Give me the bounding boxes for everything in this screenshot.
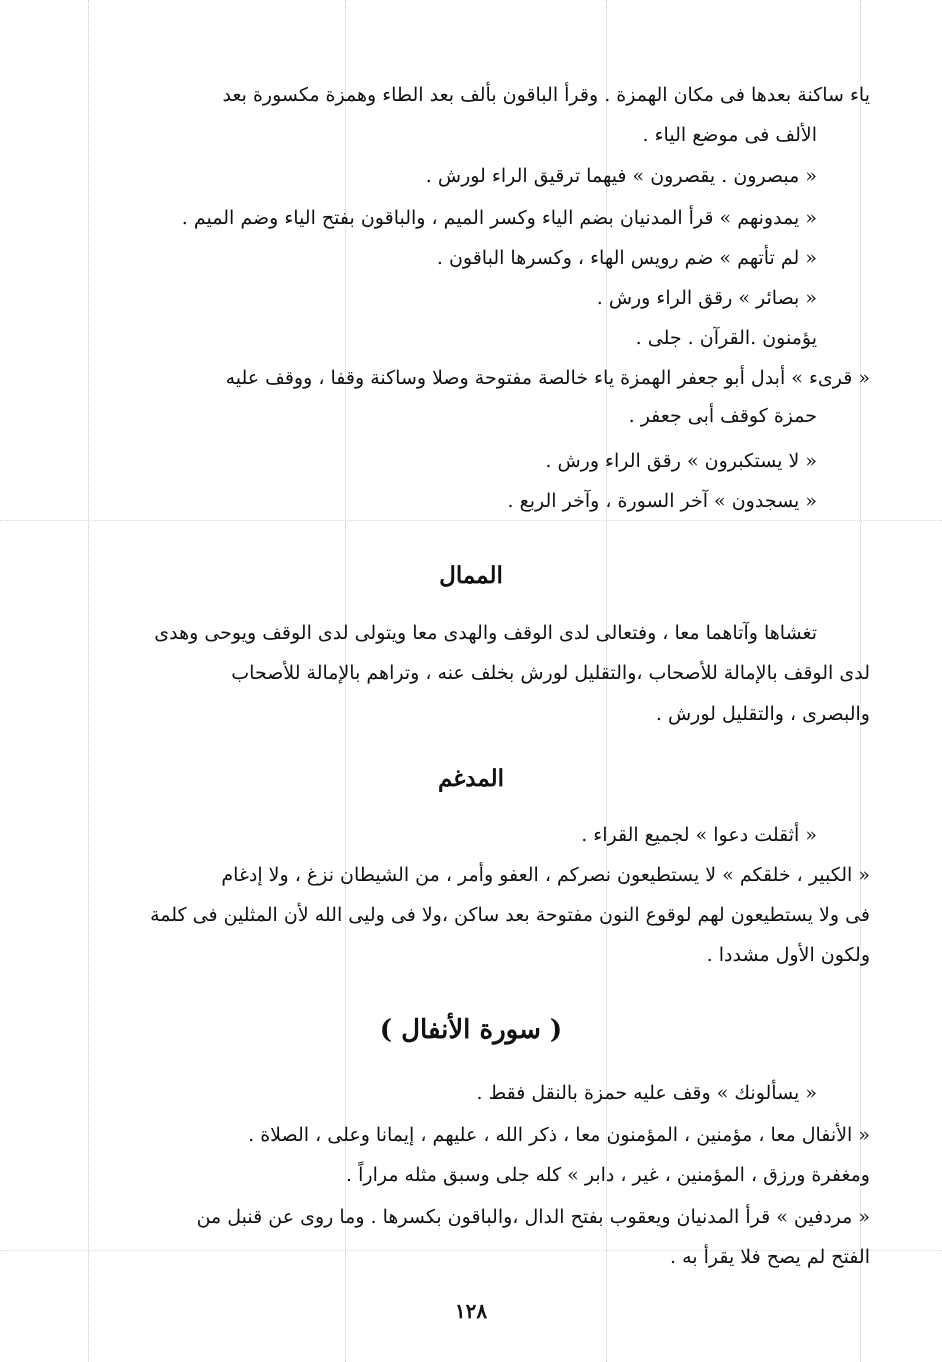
text-line: حمزة كوقف أبى جعفر . (628, 405, 817, 427)
text-line: « لا يستكبرون » رقق الراء ورش . (545, 450, 817, 472)
surah-heading: ( سورة الأنفال ) (379, 1015, 563, 1045)
text-line: « الكبير ، خلقكم » لا يستطيعون نصركم ، العفو وأمر ، من الشيطان نزغ ، ولا إدغام (221, 864, 870, 886)
text-line: « الأنفال معا ، مؤمنين ، المؤمنون معا ، ذكر الله ، عليهم ، إيمانا وعلى ، الصلاة . (248, 1124, 870, 1146)
text-line: والبصرى ، والتقليل لورش . (655, 703, 870, 725)
text-line: ولكون الأول مشددا . (706, 944, 870, 966)
text-line: يؤمنون .القرآن . جلى . (635, 327, 817, 349)
text-line: ياء ساكنة بعدها فى مكان الهمزة . وقرأ الباقون بألف بعد الطاء وهمزة مكسورة بعد (222, 84, 870, 106)
page-number: ١٢٨ (454, 1299, 488, 1323)
text-line: « قرىء » أبدل أبو جعفر الهمزة ياء خالصة مفتوحة وصلا وساكنة وقفا ، ووقف عليه (225, 367, 870, 389)
text-line: « يسجدون » آخر السورة ، وآخر الربع . (507, 490, 817, 512)
text-line: ومغفرة ورزق ، المؤمنين ، غير ، دابر » كله جلى وسبق مثله مراراً . (346, 1164, 870, 1186)
text-line: « يمدونهم » قرأ المدنيان بضم الياء وكسر الميم ، والباقون بفتح الياء وضم الميم . (181, 207, 817, 229)
text-line: « مردفين » قرأ المدنيان ويعقوب بفتح الدال ،والباقون بكسرها . وما روى عن قنبل من (196, 1206, 870, 1228)
text-line: « يسألونك » وقف عليه حمزة بالنقل فقط . (476, 1082, 817, 1104)
text-line: تغشاها وآتاهما معا ، وفتعالى لدى الوقف والهدى معا ويتولى لدى الوقف ويوحى وهدى (154, 622, 817, 644)
text-line: « بصائر » رقق الراء ورش . (596, 287, 817, 309)
section-heading-mudgham: المدغم (437, 765, 505, 792)
text-line: الألف فى موضع الياء . (642, 124, 817, 146)
dotted-guide (0, 520, 942, 521)
text-line: « لم تأتهم » ضم رويس الهاء ، وكسرها الباقون . (436, 247, 817, 269)
section-heading-mumal: الممال (439, 562, 503, 589)
text-line: الفتح لم يصح فلا يقرأ به . (670, 1246, 870, 1268)
text-line: فى ولا يستطيعون لهم لوقوع النون مفتوحة بعد ساكن ،ولا فى وليى الله لأن المثلين فى كلمة (150, 904, 870, 926)
text-line: « مبصرون . يقصرون » فيهما ترقيق الراء لورش . (425, 165, 817, 187)
text-line: « أثقلت دعوا » لجميع القراء . (581, 824, 817, 846)
text-line: لدى الوقف بالإمالة للأصحاب ،والتقليل لورش بخلف عنه ، وتراهم بالإمالة للأصحاب (231, 662, 870, 684)
